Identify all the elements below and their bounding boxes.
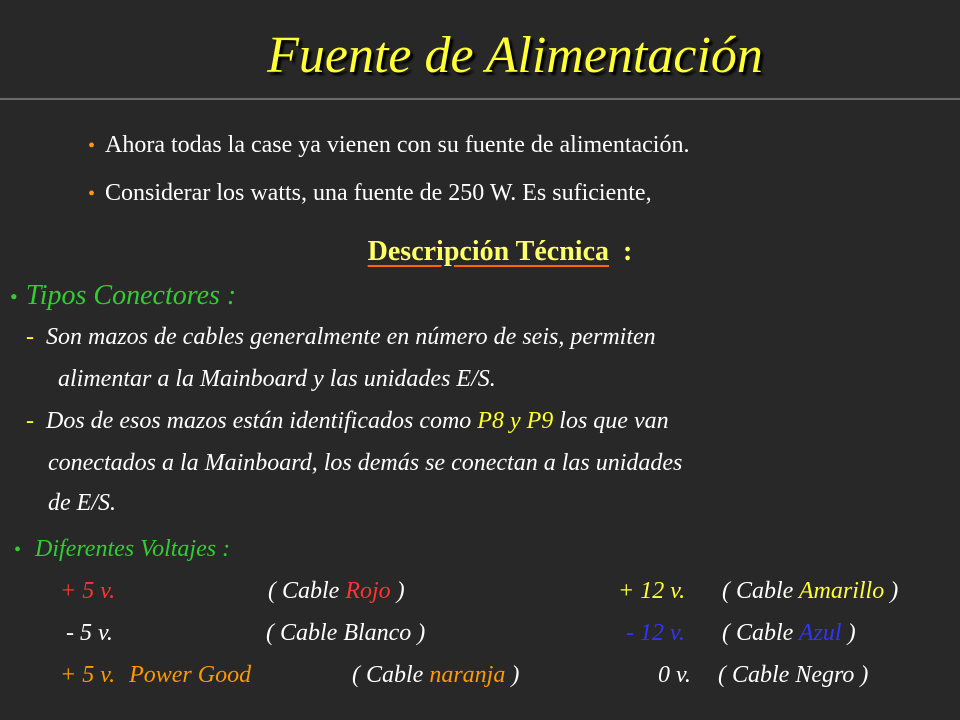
- section-colon: :: [623, 236, 633, 267]
- intro-bullet: [88, 180, 652, 207]
- connector-id-highlight: P8 y P9: [477, 408, 554, 434]
- cable-yellow: [722, 578, 898, 605]
- title-divider: [0, 98, 960, 100]
- connectors-heading: [10, 280, 236, 312]
- cable-label: ( Cable: [722, 620, 799, 646]
- connector-item-1-line-1: Son mazos de cables generalmente en número de seis, permiten: [46, 324, 656, 350]
- cable-color-blue: Azul: [798, 620, 842, 646]
- cable-label-end: ): [884, 578, 899, 604]
- section-title: Descripción Técnica: [367, 236, 609, 267]
- voltage-minus5: - 5 v.: [66, 620, 113, 646]
- bullet-icon: •: [88, 183, 96, 205]
- connector-item-1-line-2: alimentar a la Mainboard y las unidades E/S.: [58, 366, 496, 392]
- cable-label-end: ): [390, 578, 405, 604]
- voltage-plus12: + 12 v.: [618, 578, 686, 604]
- cable-color-red: Rojo: [345, 578, 391, 604]
- power-good-label: Power Good: [129, 662, 252, 688]
- connectors-heading-text: Tipos Conectores :: [25, 280, 237, 311]
- cable-color-orange: naranja: [429, 662, 506, 688]
- dash-icon: -: [26, 408, 34, 434]
- bullet-icon: •: [10, 284, 18, 309]
- cable-blue: [722, 620, 856, 647]
- cable-label-end: ): [505, 662, 520, 688]
- dash-icon: -: [26, 324, 34, 350]
- cable-orange: [352, 662, 519, 689]
- intro-bullet-text: Considerar los watts, una fuente de 250 W. Es suficiente,: [105, 180, 652, 206]
- connector-item-2-line-3: de E/S.: [48, 490, 116, 516]
- voltage-plus5: + 5 v.: [60, 578, 116, 604]
- connector-item-2-pre: Dos de esos mazos están identificados como: [46, 408, 478, 434]
- cable-black: ( Cable Negro ): [718, 662, 869, 688]
- cable-color-yellow: Amarillo: [798, 578, 885, 604]
- voltage-power-good: [60, 662, 251, 689]
- cable-white: ( Cable Blanco ): [266, 620, 426, 646]
- voltage-zero: 0 v.: [658, 662, 691, 688]
- cable-red: [268, 578, 405, 605]
- cable-label: ( Cable: [352, 662, 430, 688]
- intro-bullet: [88, 132, 689, 159]
- connector-item-1: [26, 324, 656, 351]
- connector-item-2-post: los que van: [553, 408, 669, 434]
- section-heading: [0, 236, 960, 268]
- slide-title: Fuente de Alimentación: [267, 27, 763, 84]
- connector-item-2: [26, 408, 669, 435]
- voltage-plus5-pg: + 5 v.: [60, 662, 116, 688]
- cable-label: ( Cable: [722, 578, 799, 604]
- cable-label: ( Cable: [268, 578, 346, 604]
- bullet-icon: •: [14, 539, 22, 561]
- cable-label-end: ): [841, 620, 856, 646]
- voltage-minus12: - 12 v.: [626, 620, 685, 646]
- connector-item-2-line-2: conectados a la Mainboard, los demás se conectan a las unidades: [48, 450, 683, 476]
- voltages-heading: [14, 536, 230, 563]
- voltages-heading-text: Diferentes Voltajes :: [35, 536, 231, 562]
- bullet-icon: •: [88, 135, 96, 157]
- intro-bullet-text: Ahora todas la case ya vienen con su fuente de alimentación.: [105, 132, 690, 158]
